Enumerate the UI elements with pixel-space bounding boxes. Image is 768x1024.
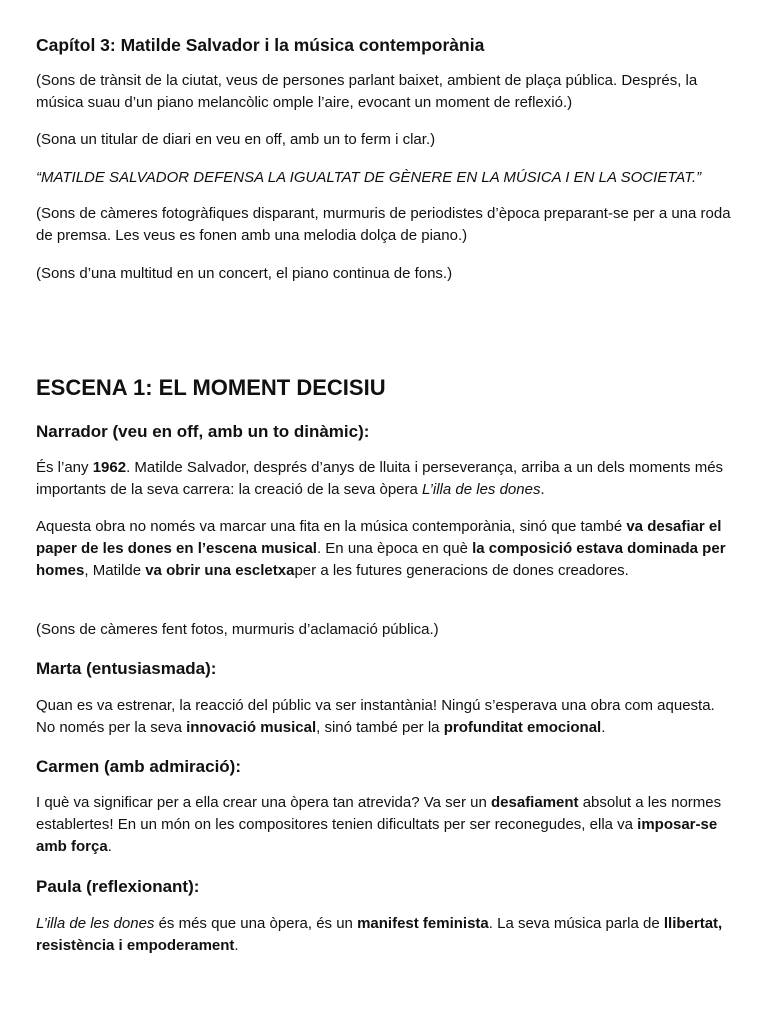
paula-paragraph: L’illa de les dones és més que una òpera, és un manifest feminista. La seva música parla de llibertat, resistència i empoderament. — [36, 915, 723, 954]
intro-stage-direction-2: (Sona un titular de diari en veu en off, amb un to ferm i clar.) — [36, 131, 436, 148]
carmen-heading: Carmen (amb admiració): — [36, 757, 241, 776]
newspaper-headline: “MATILDE SALVADOR DEFENSA LA IGUALTAT DE GÈNERE EN LA MÚSICA I EN LA SOCIETAT.” — [36, 169, 702, 186]
narrator-stage-direction: (Sons de càmeres fent fotos, murmuris d’aclamació pública.) — [36, 621, 439, 638]
intro-stage-direction-4: (Sons d’una multitud en un concert, el piano continua de fons.) — [36, 265, 453, 282]
scene-title: ESCENA 1: EL MOMENT DECISIU — [36, 375, 386, 400]
marta-paragraph: Quan es va estrenar, la reacció del públic va ser instantània! Ningú s’esperava una obra com aquesta. No només per la seva innovació musical, sinó també per la profunditat emocional. — [36, 697, 715, 736]
marta-heading: Marta (entusiasmada): — [36, 659, 217, 678]
carmen-paragraph: I què va significar per a ella crear una òpera tan atrevida? Va ser un desafiament absolut a les normes establertes! En un món on les compositores tenien dificultats per ser reconegudes, ella va imposar-se amb força. — [36, 794, 722, 855]
narrator-paragraph-2: Aquesta obra no només va marcar una fita en la música contemporània, sinó que també va desafiar el paper de les dones en l’escena musical. En una època en què la composició estava dominada per homes, Matilde va obrir una escletxaper a les futures generacions de dones creadores. — [36, 518, 726, 579]
intro-stage-direction-3: (Sons de càmeres fotogràfiques disparant, murmuris de periodistes d’època preparant-se per a una roda de premsa. Les veus es fonen amb una melodia dolça de piano.) — [36, 205, 731, 244]
narrator-heading: Narrador (veu en off, amb un to dinàmic): — [36, 422, 370, 441]
paula-heading: Paula (reflexionant): — [36, 877, 200, 896]
narrator-paragraph-1: És l’any 1962. Matilde Salvador, després d’anys de lluita i perseverança, arriba a un dels moments més importants de la seva carrera: la creació de la seva òpera L’illa de les dones. — [36, 459, 724, 498]
chapter-title: Capítol 3: Matilde Salvador i la música contemporània — [36, 35, 485, 55]
intro-stage-direction-1: (Sons de trànsit de la ciutat, veus de persones parlant baixet, ambient de plaça pública. Després, la música suau d’un piano melancòlic omple l’aire, evocant un moment de reflexió.) — [36, 72, 698, 111]
